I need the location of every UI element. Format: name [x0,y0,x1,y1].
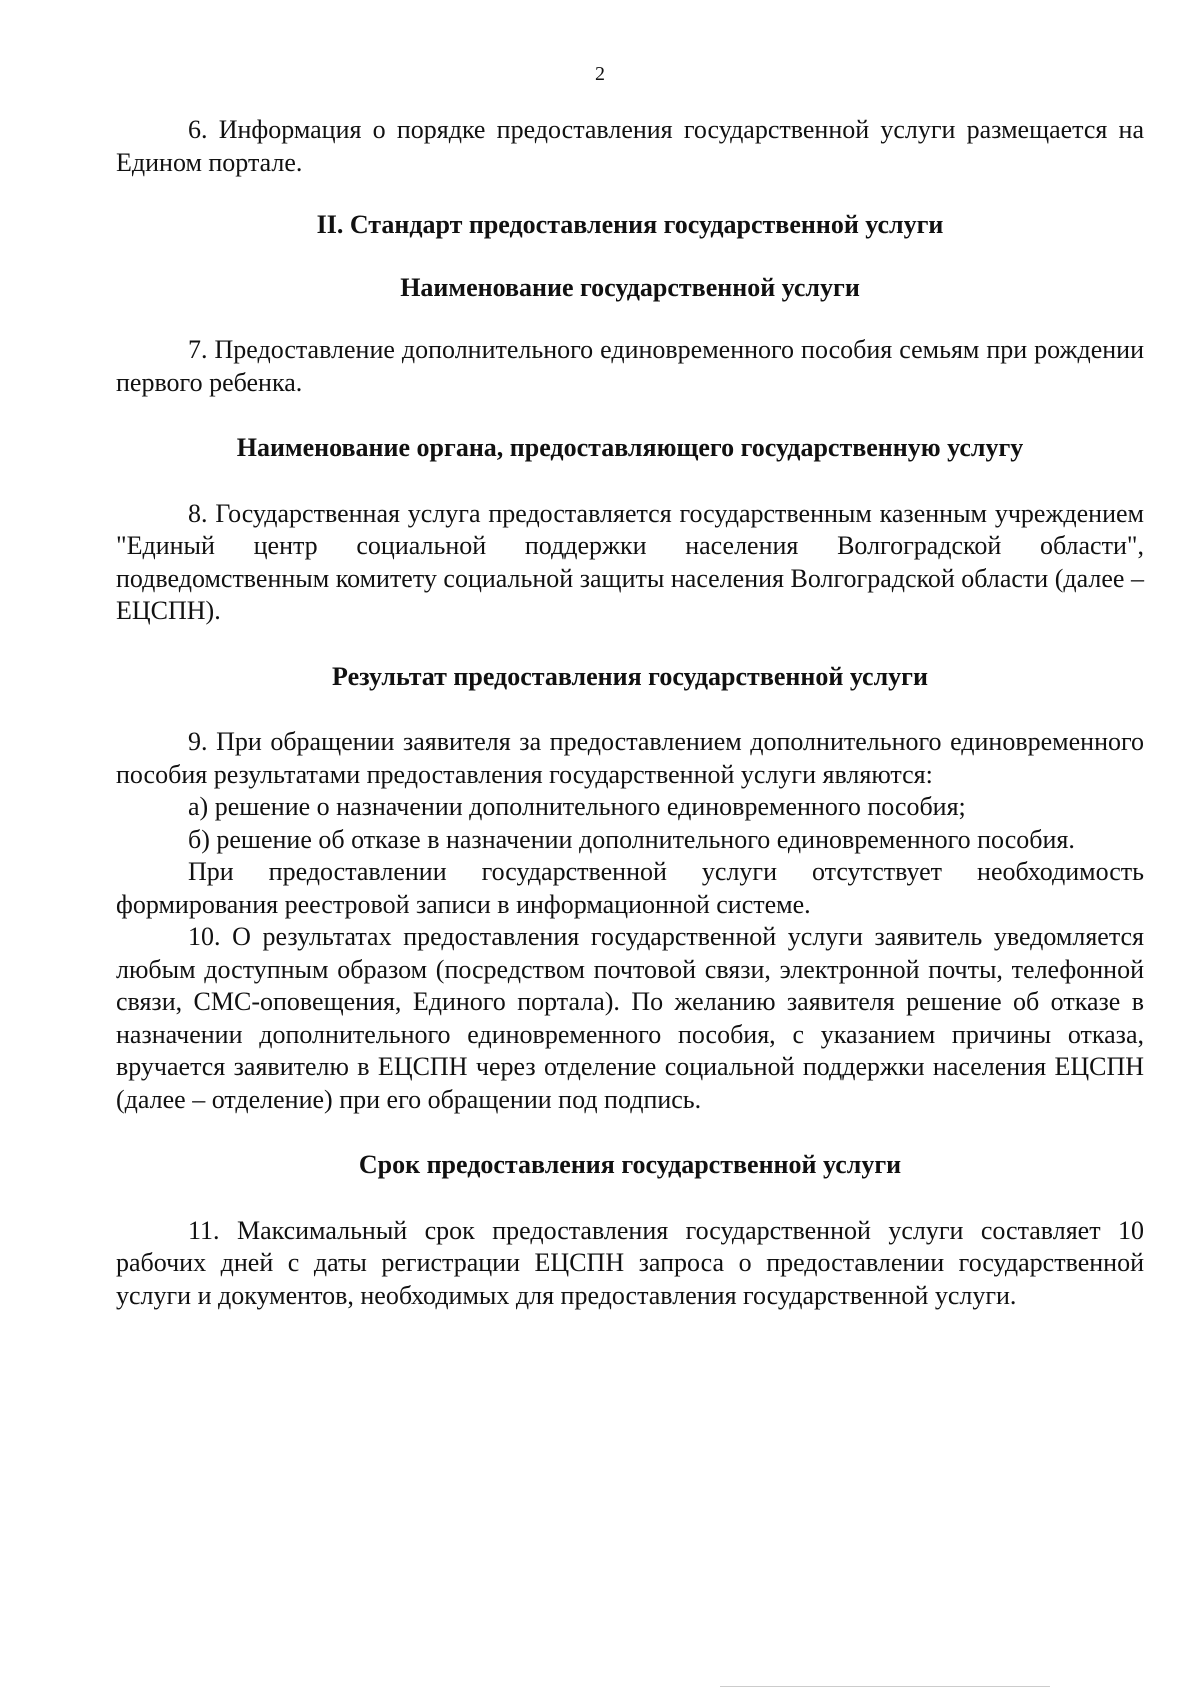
paragraph-10: 10. О результатах предоставления государственной услуги заявитель уведомляется любым доступным образом (посредством почтовой связи, электронной почты, телефонной связи, СМС-оповещения, Единого портала). По желанию заявителя решение об отказе в назначении дополнительного единовременного пособия, с указанием причины отказа, вручается заявителю в ЕЦСПН через отделение социальной поддержки населения ЕЦСПН (далее – отделение) при его обращении под подпись. [116,922,1144,1114]
scan-artifact-line [720,1686,1050,1687]
paragraph-9b: б) решение об отказе в назначении дополнительного единовременного пособия. [188,824,1075,854]
paragraph-9: 9. При обращении заявителя за предоставлением дополнительного единовременного пособия результатами предоставления государственной услуги являются: [116,727,1144,789]
document-body [116,114,1144,1312]
heading-service-name: Наименование государственной услуги [400,272,860,302]
heading-term: Срок предоставления государственной услуги [358,1150,902,1179]
heading-result: Результат предоставления государственной услуги [332,661,928,691]
paragraph-7: 7. Предоставление дополнительного единовременного пособия семьям при рождении первого ребенка. [116,335,1144,397]
section-title: II. Стандарт предоставления государственной услуги [316,210,944,239]
page-number: 2 [595,63,605,85]
paragraph-8: 8. Государственная услуга предоставляется государственным казенным учреждением "Единый центр социальной поддержки населения Волгоградской области", подведомственным комитету социальной защиты населения Волгоградской области (далее – ЕЦСПН). [116,498,1144,625]
heading-organ: Наименование органа, предоставляющего государственную услугу [236,433,1024,462]
paragraph-11: 11. Максимальный срок предоставления государственной услуги составляет 10 рабочих дней с даты регистрации ЕЦСПН запроса о предоставлении государственной услуги и документов, необходимых для предоставления государственной услуги. [116,1215,1144,1310]
paragraph-9c: При предоставлении государственной услуги отсутствует необходимость формирования реестровой записи в информационной системе. [116,857,1144,919]
paragraph-9a: а) решение о назначении дополнительного единовременного пособия; [188,792,966,821]
paragraph-6: 6. Информация о порядке предоставления государственной услуги размещается на Едином портале. [116,115,1144,177]
